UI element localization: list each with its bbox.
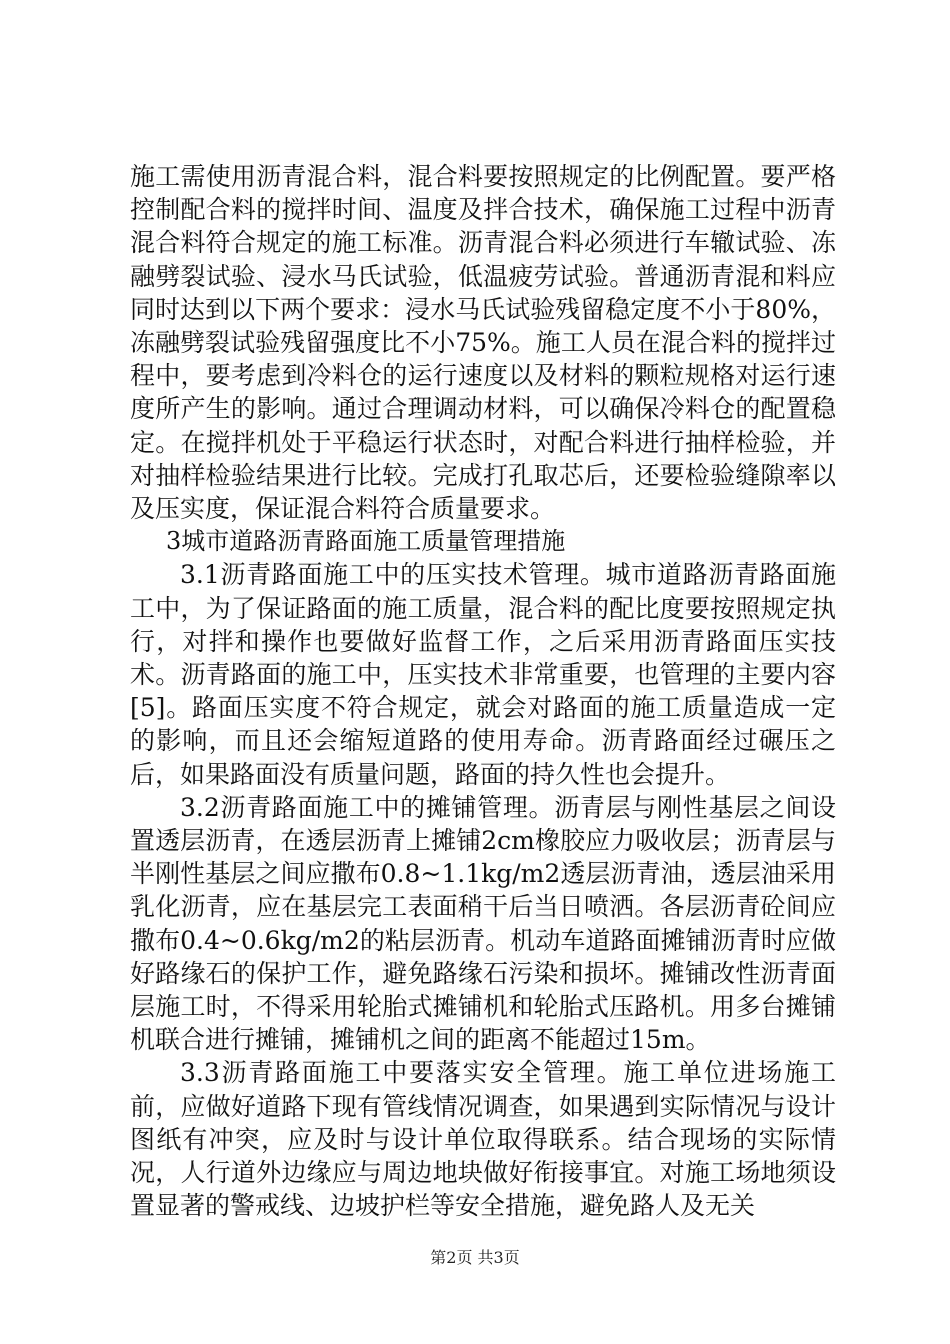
paragraph-3-2-paving: 3.2沥青路面施工中的摊铺管理。沥青层与刚性基层之间设置透层沥青，在透层沥青上摊铺2cm橡胶应力吸收层；沥青层与半刚性基层之间应撒布0.8~1.1kg/m2透层沥青油，透层油采用乳化沥青，应在基层完工表面稍干后当日喷洒。各层沥青砼间应撒布0.4~0.6kg/m2的粘层沥青。机动车道路面摊铺沥青时应做好路缘石的保护工作，避免路缘石污染和损坏。摊铺改性沥青面层施工时，不得采用轮胎式摊铺机和轮胎式压路机。用多台摊铺机联合进行摊铺，摊铺机之间的距离不能超过15m。 [130, 792, 836, 1055]
document-body [130, 160, 836, 1223]
page-number-footer: 第2页 共3页 [430, 1248, 520, 1267]
section-heading-3: 3城市道路沥青路面施工质量管理措施 [166, 527, 566, 556]
paragraph-3-1-compaction: 3.1沥青路面施工中的压实技术管理。城市道路沥青路面施工中，为了保证路面的施工质量，混合料的配比度要按照规定执行，对拌和操作也要做好监督工作，之后采用沥青路面压实技术。沥青路面的施工中，压实技术非常重要，也管理的主要内容[5]。路面压实度不符合规定，就会对路面的施工质量造成一定的影响，而且还会缩短道路的使用寿命。沥青路面经过碾压之后，如果路面没有质量问题，路面的持久性也会提升。 [130, 560, 836, 789]
paragraph-3-3-safety: 3.3沥青路面施工中要落实安全管理。施工单位进场施工前，应做好道路下现有管线情况调查，如果遇到实际情况与设计图纸有冲突，应及时与设计单位取得联系。结合现场的实际情况，人行道外边缘应与周边地块做好衔接事宜。对施工场地须设置显著的警戒线、边坡护栏等安全措施，避免路人及无关 [130, 1058, 836, 1221]
paragraph-mix-control: 施工需使用沥青混合料，混合料要按照规定的比例配置。要严格控制配合料的搅拌时间、温度及拌合技术，确保施工过程中沥青混合料符合规定的施工标准。沥青混合料必须进行车辙试验、冻融劈裂试验、浸水马氏试验，低温疲劳试验。普通沥青混和料应同时达到以下两个要求：浸水马氏试验残留稳定度不小于80%，冻融劈裂试验残留强度比不小75%。施工人员在混合料的搅拌过程中，要考虑到冷料仓的运行速度以及材料的颗粒规格对运行速度所产生的影响。通过合理调动材料，可以确保冷料仓的配置稳定。在搅拌机处于平稳运行状态时，对配合料进行抽样检验，并对抽样检验结果进行比较。完成打孔取芯后，还要检验缝隙率以及压实度，保证混合料符合质量要求。 [130, 162, 836, 524]
